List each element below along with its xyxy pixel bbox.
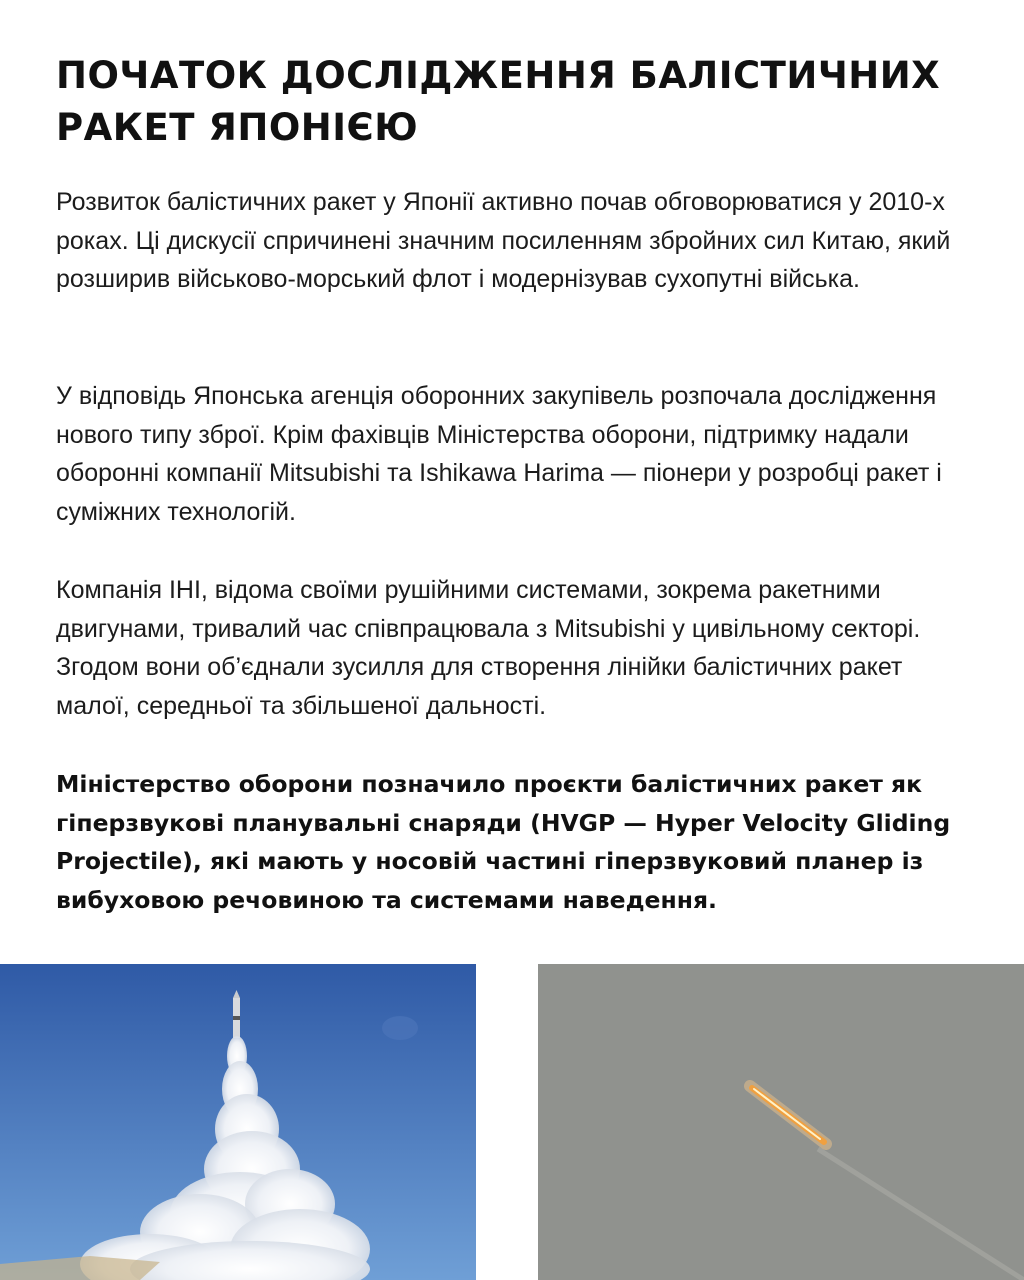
paragraph-3: Компанія IHI, відома своїми рушійними системами, зокрема ракетними двигунами, тривалий час співпрацювала з Mitsubishi у цивільному секторі. Згодом вони об’єднали зусилля для створення лінійки балістичних ракет малої, середньої та збільшеної дальності. — [56, 576, 921, 720]
paragraph-2: У відповідь Японська агенція оборонних закупівель розпочала дослідження нового типу зброї. Крім фахівців Міністерства оборони, підтримку надали оборонні компанії Mitsubishi та Ishikawa Harima — піонери у розробці ракет і суміжних технологій. — [56, 382, 942, 526]
missile-launch-photo — [0, 964, 476, 1280]
page-title: ПОЧАТОК ДОСЛІДЖЕННЯ БАЛІСТИЧНИХ РАКЕТ ЯПОНІЄЮ — [56, 54, 941, 149]
missile-in-flight-photo — [538, 964, 1024, 1280]
highlight-paragraph: Міністерство оборони позначило проєкти балістичних ракет як гіперзвукові планувальні снаряди (HVGP — Hyper Velocity Gliding Projectile), які мають у носовій частині гіперзвуковий планер із вибуховою речовиною та системами наведення. — [56, 770, 951, 914]
missile-icon — [233, 990, 240, 1038]
paragraph-1: Розвиток балістичних ракет у Японії активно почав обговорюватися у 2010-х роках. Ці дискусії спричинені значним посиленням збройних сил Китаю, який розширив військово-морський флот і модернізував сухопутні війська. — [56, 188, 951, 293]
